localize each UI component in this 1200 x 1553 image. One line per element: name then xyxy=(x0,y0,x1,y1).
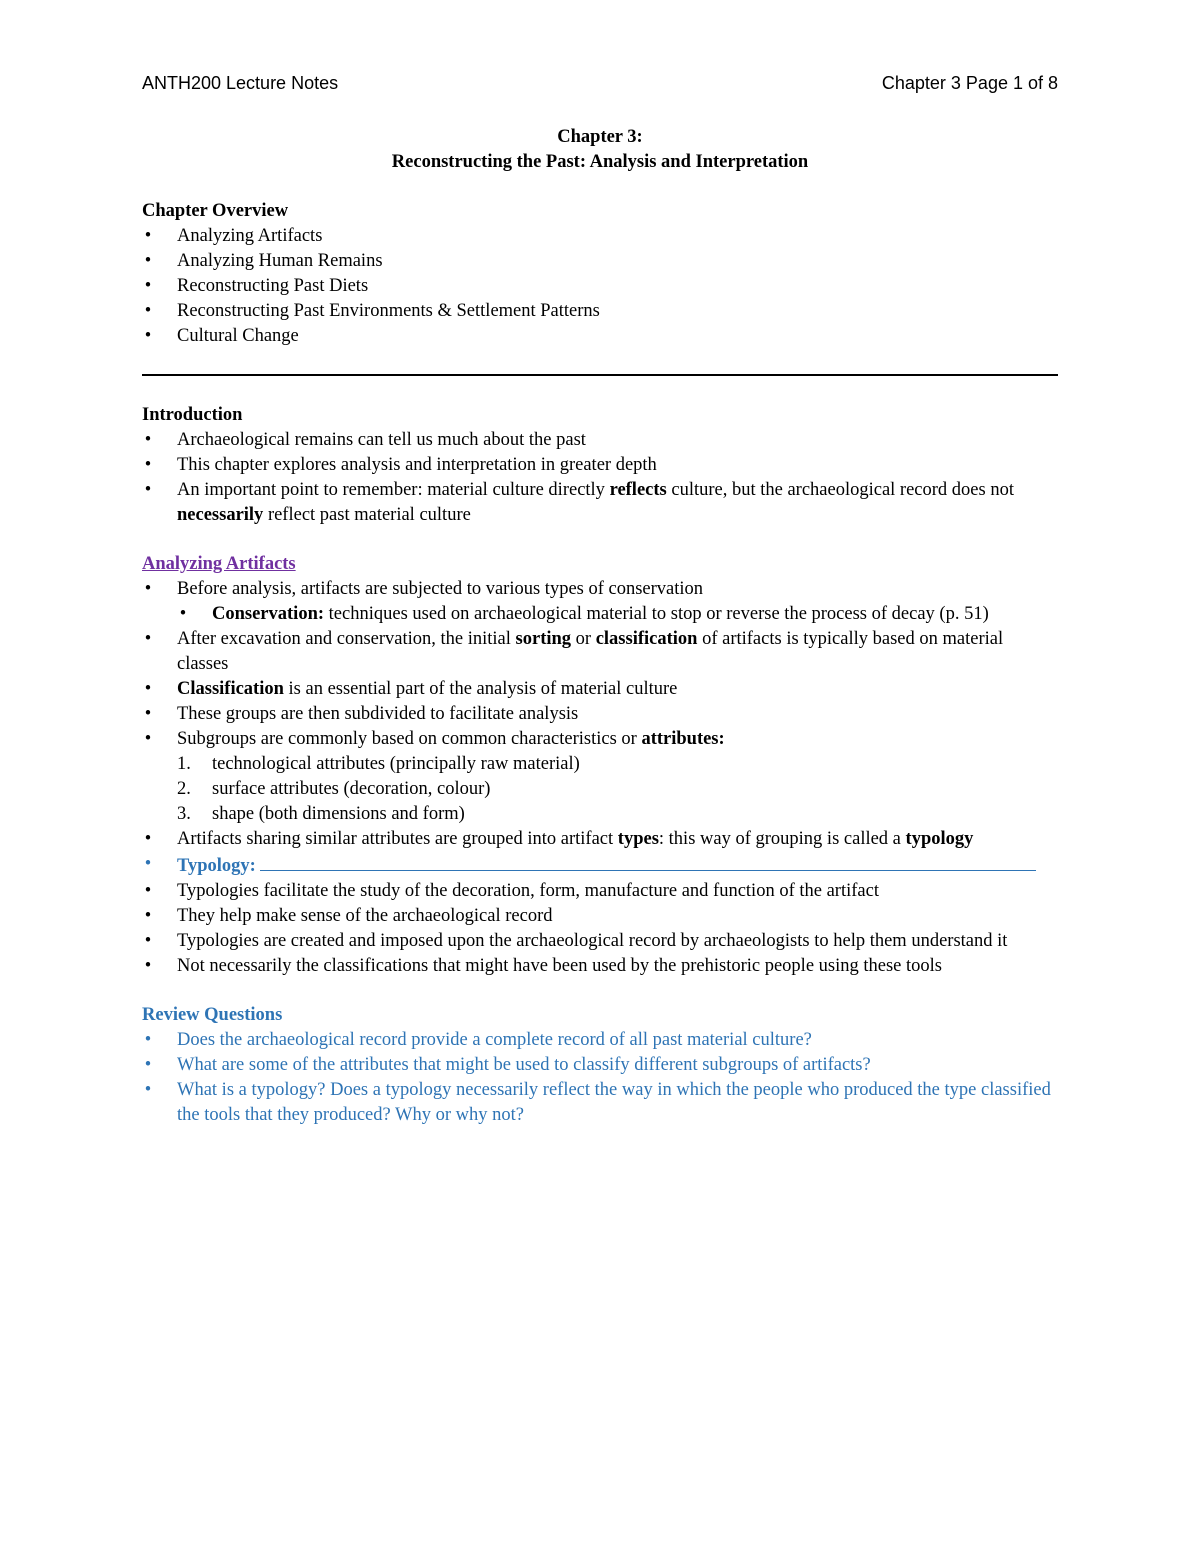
sub-list-item: • Conservation: techniques used on archaeological material to stop or reverse the process of decay (p. 51) xyxy=(142,602,1058,627)
header-page-number: Chapter 3 Page 1 of 8 xyxy=(881,73,1058,93)
bullet-icon: • xyxy=(144,679,152,699)
list-item: • Not necessarily the classifications that might have been used by the prehistoric people using these tools xyxy=(142,954,1058,979)
list-item: • Cultural Change xyxy=(142,324,1058,349)
list-item: • Reconstructing Past Diets xyxy=(142,274,1058,299)
analyzing-artifacts-heading[interactable] xyxy=(142,552,1058,577)
overview-list xyxy=(142,224,1058,349)
bullet-icon: • xyxy=(144,579,152,599)
list-item: • They help make sense of the archaeological record xyxy=(142,904,1058,929)
bullet-icon: • xyxy=(144,301,152,321)
artifacts-list xyxy=(142,577,1058,979)
chapter-number: Chapter 3: xyxy=(557,127,643,147)
list-item: • After excavation and conservation, the initial sorting or classification of artifacts is typically based on material classes xyxy=(142,627,1058,677)
list-item: • Typologies facilitate the study of the decoration, form, manufacture and function of the artifact xyxy=(142,879,1058,904)
introduction-heading: Introduction xyxy=(142,405,243,425)
bullet-icon: • xyxy=(144,931,152,951)
bullet-icon: • xyxy=(144,326,152,346)
bullet-icon: • xyxy=(144,1055,152,1075)
introduction-list xyxy=(142,428,1058,528)
review-questions-heading: Review Questions xyxy=(142,1005,283,1025)
bullet-icon: • xyxy=(144,226,152,246)
overview-heading: Chapter Overview xyxy=(142,201,289,221)
list-item: • Does the archaeological record provide a complete record of all past material culture? xyxy=(142,1028,1058,1053)
list-item: • Archaeological remains can tell us much about the past xyxy=(142,428,1058,453)
numbered-item: 3. shape (both dimensions and form) xyxy=(177,804,465,824)
bullet-icon: • xyxy=(144,251,152,271)
list-item: • These groups are then subdivided to facilitate analysis xyxy=(142,702,1058,727)
bullet-icon: • xyxy=(144,729,152,749)
bullet-icon: • xyxy=(144,276,152,296)
numbered-item: 1. technological attributes (principally raw material) xyxy=(177,754,580,774)
bullet-icon: • xyxy=(144,1030,152,1050)
typology-fill-in xyxy=(142,852,1058,879)
bullet-icon: • xyxy=(144,956,152,976)
typology-blank-line[interactable] xyxy=(260,852,1036,871)
list-item: • Subgroups are commonly based on common characteristics or attributes: xyxy=(142,727,1058,752)
bullet-icon: • xyxy=(144,881,152,901)
list-item: • Artifacts sharing similar attributes are grouped into artifact types: this way of grouping is called a typology xyxy=(142,827,1058,852)
bullet-icon: • xyxy=(144,480,152,500)
document-body xyxy=(142,125,1058,1128)
chapter-title: Reconstructing the Past: Analysis and Interpretation xyxy=(391,152,809,172)
review-questions-list xyxy=(142,1028,1058,1128)
header-course-title: ANTH200 Lecture Notes xyxy=(142,73,339,93)
list-item: • Analyzing Artifacts xyxy=(142,224,1058,249)
bullet-icon: • xyxy=(144,854,152,874)
bullet-icon: • xyxy=(179,604,187,624)
bullet-icon: • xyxy=(144,906,152,926)
bullet-icon: • xyxy=(144,1080,152,1100)
bullet-icon: • xyxy=(144,704,152,724)
typology-label: Typology: xyxy=(177,856,256,876)
list-item: • Before analysis, artifacts are subjected to various types of conservation xyxy=(142,577,1058,602)
list-item: • This chapter explores analysis and interpretation in greater depth xyxy=(142,453,1058,478)
list-item: • Reconstructing Past Environments & Settlement Patterns xyxy=(142,299,1058,324)
list-item: • Analyzing Human Remains xyxy=(142,249,1058,274)
bullet-icon: • xyxy=(144,455,152,475)
list-item: • An important point to remember: material culture directly reflects culture, but the archaeological record does not necessarily reflect past material culture xyxy=(142,478,1058,528)
list-item: • What is a typology? Does a typology necessarily reflect the way in which the people who produced the type classified the tools that they produced? Why or why not? xyxy=(142,1078,1058,1128)
bullet-icon: • xyxy=(144,629,152,649)
bullet-icon: • xyxy=(144,430,152,450)
list-item: • What are some of the attributes that might be used to classify different subgroups of artifacts? xyxy=(142,1053,1058,1078)
list-item: • Typologies are created and imposed upon the archaeological record by archaeologists to help them understand it xyxy=(142,929,1058,954)
numbered-item: 2. surface attributes (decoration, colour) xyxy=(177,779,491,799)
bullet-icon: • xyxy=(144,829,152,849)
analyzing-artifacts-link[interactable]: Analyzing Artifacts xyxy=(142,554,296,574)
section-divider xyxy=(142,374,1058,376)
list-item: • Classification is an essential part of the analysis of material culture xyxy=(142,677,1058,702)
